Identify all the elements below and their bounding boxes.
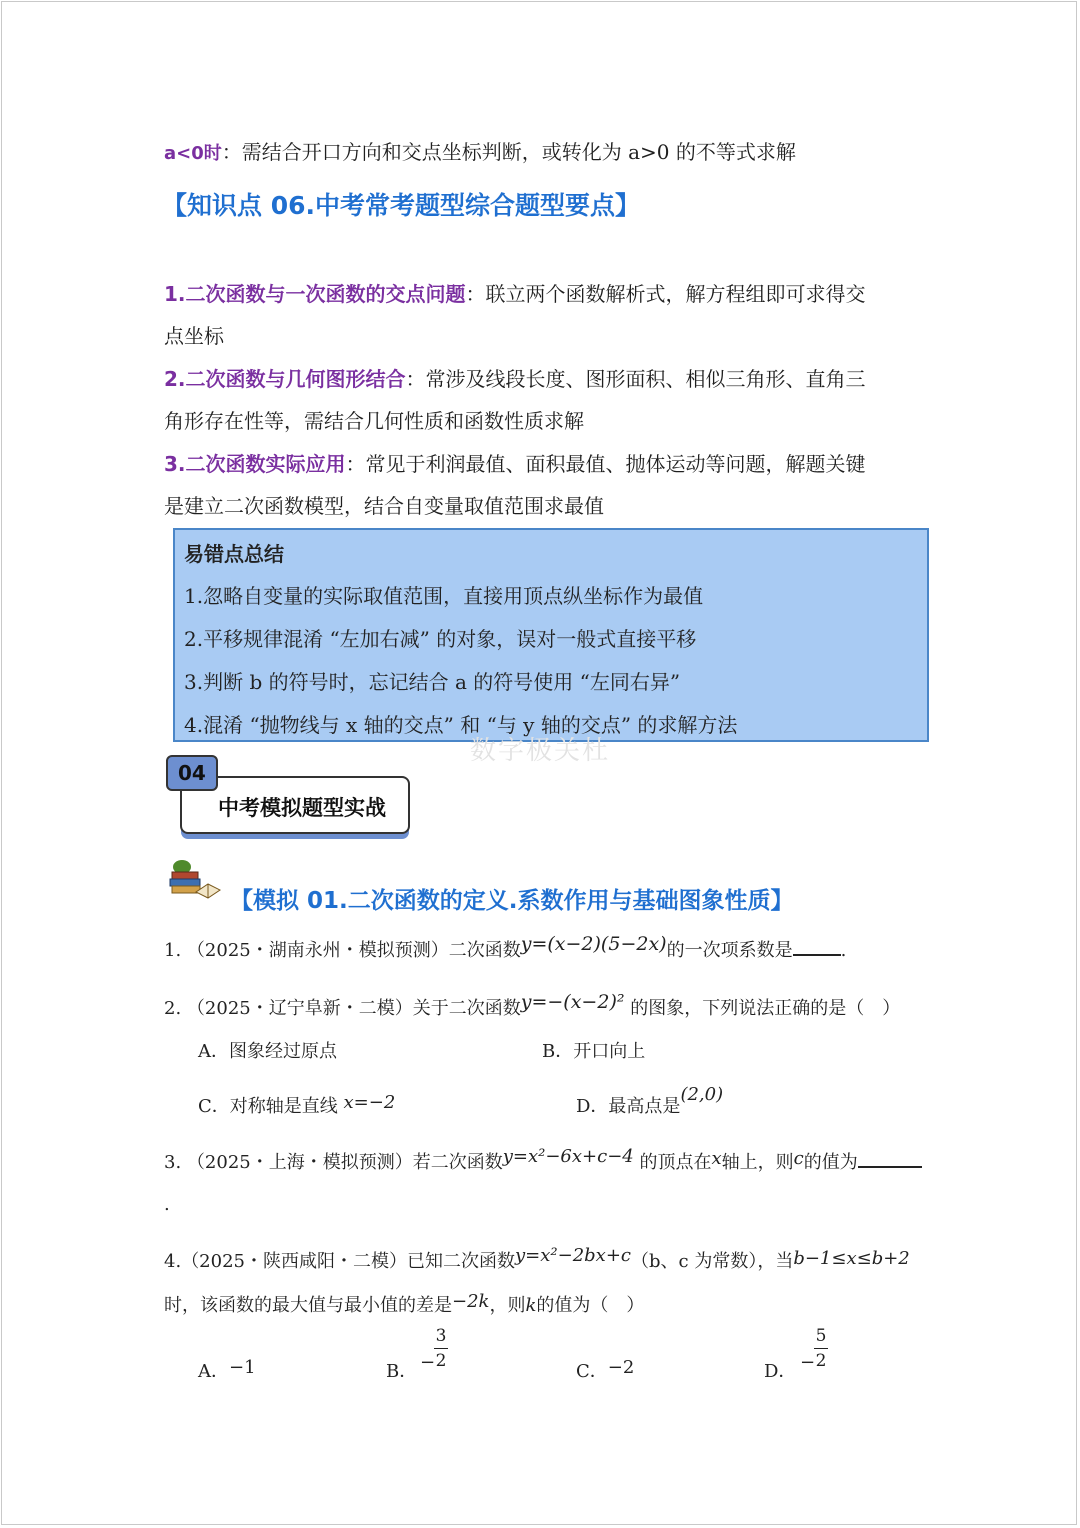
section-badge-label: 中考模拟题型实战 [218,796,386,820]
q4-formula: y=x²−2bx+c [515,1245,631,1266]
q1-end: . [840,940,847,961]
books-icon [166,858,222,900]
point-3-text: ：常见于利润最值、面积最值、抛体运动等问题，解题关键 [345,452,866,476]
q4-option-b-label: B． [386,1361,418,1382]
q2-number: 2. [164,998,182,1019]
q3-tail: 的值为 [803,1152,858,1173]
q4-option-d-denominator: 2 [815,1351,827,1371]
q3-formula: y=x²−6x+c−4 [502,1146,634,1167]
q4-option-d-numerator: 5 [815,1326,827,1346]
error-summary-title: 易错点总结 [184,542,284,566]
q3-x: x [711,1148,722,1169]
q1-source: （2025・湖南永州・模拟预测）二次函数 [186,940,521,961]
section-badge-number [166,755,218,791]
q4-diff: −2k [452,1291,490,1312]
q1-tail: 的一次项系数是 [666,940,793,961]
q4-line2c: 的值为（ ） [536,1295,645,1316]
q2-formula: y=−(x−2)² [520,991,625,1013]
q4-option-a-value: −1 [229,1357,256,1378]
q2-tail: 的图象，下列说法正确的是（ ） [630,998,901,1019]
q2-option-d [576,1084,724,1118]
q2-option-b: B．开口向上 [542,1041,646,1062]
q1-answer-blank [793,954,841,956]
q4-option-a-label: A． [198,1361,229,1382]
point-2-text: ：常涉及线段长度、图形面积、相似三角形、直角三 [405,367,866,391]
point-2-line-2: 角形存在性等，需结合几何性质和函数性质求解 [164,409,584,433]
question-1 [164,933,847,962]
error-item: 2.平移规律混淆 “左加右减” 的对象，误对一般式直接平移 [184,627,697,651]
intro-lead: a<0时 [164,143,222,164]
q4-option-c-value: −2 [607,1357,635,1378]
q4-condition: b−1≤x≤b+2 [793,1248,910,1269]
q4-option-d-label: D． [764,1361,797,1382]
q3-mid: 的顶点在 [639,1152,712,1173]
section-heading-06: 【知识点 06.中考常考题型综合题型要点】 [162,191,640,220]
q2-option-d-text: D．最高点是 [576,1096,681,1117]
q4-option-d-sign: − [800,1352,816,1373]
point-1-text: ：联立两个函数解析式，解方程组即可求得交 [465,282,866,306]
q4-line2a: 时，该函数的最大值与最小值的差是 [164,1295,452,1316]
q1-formula: y=(x−2)(5−2x) [520,933,667,955]
q2-source: （2025・辽宁阜新・二模）关于二次函数 [186,998,521,1019]
q3-end: . [164,1194,170,1215]
q4-option-b-sign: − [420,1352,436,1373]
simulation-heading: 【模拟 01.二次函数的定义.系数作用与基础图象性质】 [230,888,794,914]
q2-option-c [198,1092,395,1118]
q4-option-c [576,1357,634,1383]
q2-option-c-text: C．对称轴是直线 [198,1096,338,1117]
point-3-label: 3.二次函数实际应用 [164,452,346,476]
q2-option-a: A．图象经过原点 [198,1041,337,1062]
q4-line2b: ，则 [489,1295,526,1316]
point-3-line-1 [164,450,866,478]
q1-number: 1. [164,940,182,961]
q4-option-c-label: C． [576,1361,608,1382]
point-3-line-2: 是建立二次函数模型，结合自变量取值范围求最值 [164,494,604,518]
q2-option-c-math: x=−2 [343,1092,396,1113]
q4-number: 4. [164,1251,182,1272]
q4-source: （2025・陕西咸阳・二模）已知二次函数 [181,1251,515,1272]
question-4 [164,1247,910,1273]
q3-c: c [793,1148,804,1169]
q4-option-a [198,1357,256,1383]
point-1-line-2: 点坐标 [164,324,224,348]
watermark: 数字极关杜 [470,736,611,766]
q4-option-b-numerator: 3 [435,1326,447,1346]
q4-option-b-fraction [432,1326,450,1371]
point-2-label: 2.二次函数与几何图形结合 [164,367,406,391]
q4-line-2 [164,1291,644,1317]
section-badge-number-text: 04 [178,761,206,785]
error-item: 1.忽略自变量的实际取值范围，直接用顶点纵坐标作为最值 [184,584,704,608]
intro-text: ：需结合开口方向和交点坐标判断，或转化为 a>0 的不等式求解 [221,140,796,164]
q3-mid2: 轴上，则 [721,1152,794,1173]
fraction-bar [434,1348,448,1349]
q4-paren: （b、c 为常数），当 [631,1251,794,1272]
q3-number: 3. [164,1152,182,1173]
question-2 [164,991,901,1020]
error-summary-box [173,528,929,742]
q4-option-b-denominator: 2 [435,1351,447,1371]
error-item: 4.混淆 “抛物线与 x 轴的交点” 和 “与 y 轴的交点” 的求解方法 [184,713,738,737]
q2-option-d-math: (2,0) [680,1084,724,1105]
point-2-line-1 [164,365,866,393]
point-1-label: 1.二次函数与一次函数的交点问题 [164,282,466,306]
question-3 [164,1148,922,1174]
fraction-bar [814,1348,828,1349]
q3-source: （2025・上海・模拟预测）若二次函数 [186,1152,503,1173]
point-1-line-1 [164,280,866,308]
q3-answer-blank [858,1166,922,1168]
q4-option-d-fraction [812,1326,830,1371]
intro-line [164,138,796,168]
error-item: 3.判断 b 的符号时，忘记结合 a 的符号使用 “左同右异” [184,670,681,694]
q4-k: k [525,1295,537,1316]
